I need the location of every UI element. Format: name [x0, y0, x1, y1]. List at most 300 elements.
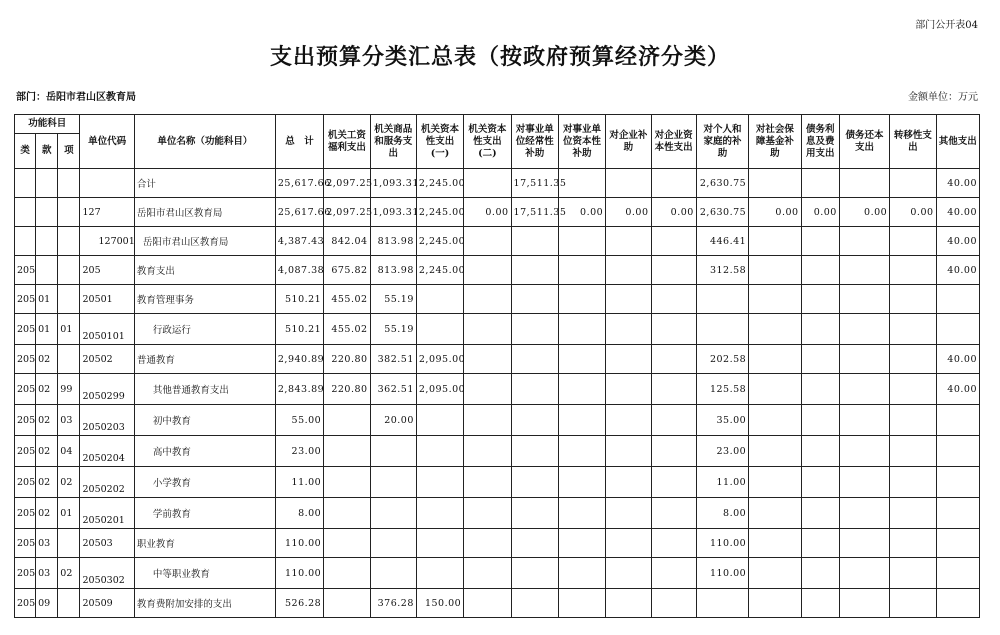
cell-value: [606, 227, 651, 256]
cell-value: [936, 498, 979, 529]
cell-value: [416, 314, 463, 345]
cell-total: 110.00: [275, 529, 323, 558]
cell-lei: 205: [15, 345, 36, 374]
cell-value: [890, 405, 936, 436]
cell-value: [511, 467, 558, 498]
header-col: 对企业补助: [606, 115, 651, 169]
cell-value: 0.00: [749, 198, 801, 227]
cell-value: [651, 467, 696, 498]
header-unit-name: 单位名称（功能科目）: [134, 115, 275, 169]
cell-value: [464, 169, 511, 198]
cell-unit-name: 普通教育: [134, 345, 275, 374]
cell-value: [511, 529, 558, 558]
cell-unit-name: 高中教育: [134, 436, 275, 467]
cell-value: [606, 405, 651, 436]
cell-value: 1,093.31: [370, 198, 416, 227]
cell-value: 376.28: [370, 589, 416, 618]
cell-value: [839, 227, 889, 256]
table-body: [15, 169, 980, 618]
cell-value: [890, 589, 936, 618]
cell-value: 23.00: [696, 436, 748, 467]
cell-value: [511, 405, 558, 436]
cell-value: [839, 405, 889, 436]
cell-value: [416, 467, 463, 498]
cell-lei: 205: [15, 589, 36, 618]
cell-unit-name: 其他普通教育支出: [134, 374, 275, 405]
cell-value: [606, 314, 651, 345]
cell-value: [324, 405, 370, 436]
cell-value: 2,095.00: [416, 374, 463, 405]
cell-unit-code: 2050202: [80, 467, 134, 498]
cell-unit-code: 127: [80, 198, 134, 227]
cell-kuan: 01: [36, 285, 58, 314]
cell-value: [890, 345, 936, 374]
cell-value: [651, 227, 696, 256]
cell-value: [696, 285, 748, 314]
cell-unit-name: 小学教育: [134, 467, 275, 498]
cell-value: 40.00: [936, 345, 979, 374]
cell-value: [839, 345, 889, 374]
cell-value: [651, 405, 696, 436]
cell-value: [606, 529, 651, 558]
cell-value: [511, 436, 558, 467]
cell-value: 20.00: [370, 405, 416, 436]
header-col: 对社会保障基金补助: [749, 115, 801, 169]
cell-value: 2,245.00: [416, 169, 463, 198]
cell-value: [936, 589, 979, 618]
cell-lei: [15, 198, 36, 227]
cell-kuan: [36, 227, 58, 256]
cell-value: [801, 467, 839, 498]
cell-value: [370, 436, 416, 467]
cell-value: [651, 589, 696, 618]
cell-value: [749, 169, 801, 198]
cell-value: [890, 498, 936, 529]
cell-value: [801, 256, 839, 285]
cell-value: [558, 558, 605, 589]
header-col: 对企业资本性支出: [651, 115, 696, 169]
cell-total: 110.00: [275, 558, 323, 589]
cell-value: 1,093.31: [370, 169, 416, 198]
table-row: [15, 198, 980, 227]
cell-value: [839, 256, 889, 285]
cell-value: [696, 314, 748, 345]
cell-value: 125.58: [696, 374, 748, 405]
cell-value: 2,630.75: [696, 198, 748, 227]
cell-unit-name: 职业教育: [134, 529, 275, 558]
cell-value: [606, 345, 651, 374]
cell-value: [606, 589, 651, 618]
cell-value: 0.00: [801, 198, 839, 227]
cell-value: [651, 558, 696, 589]
table-number: 部门公开表04: [915, 20, 978, 31]
cell-value: [416, 285, 463, 314]
cell-value: [749, 374, 801, 405]
cell-value: [801, 227, 839, 256]
cell-unit-code: 127001: [80, 227, 134, 256]
cell-total: 55.00: [275, 405, 323, 436]
cell-lei: 205: [15, 467, 36, 498]
cell-value: [511, 345, 558, 374]
cell-value: [558, 589, 605, 618]
cell-value: [801, 405, 839, 436]
cell-value: [801, 436, 839, 467]
table-row: [15, 256, 980, 285]
cell-unit-code: 205: [80, 256, 134, 285]
cell-value: 2,245.00: [416, 256, 463, 285]
cell-value: [606, 285, 651, 314]
table-row: [15, 589, 980, 618]
cell-value: [749, 498, 801, 529]
cell-xiang: 02: [58, 558, 80, 589]
cell-value: [839, 285, 889, 314]
cell-value: [749, 345, 801, 374]
cell-value: [936, 285, 979, 314]
cell-value: [370, 529, 416, 558]
cell-value: [801, 589, 839, 618]
cell-value: [511, 558, 558, 589]
cell-value: [416, 436, 463, 467]
cell-value: [558, 285, 605, 314]
cell-value: [651, 436, 696, 467]
cell-value: [801, 529, 839, 558]
cell-value: [839, 436, 889, 467]
table-row: [15, 558, 980, 589]
cell-value: [416, 498, 463, 529]
cell-value: [839, 498, 889, 529]
department-label: 部门：岳阳市君山区教育局: [16, 92, 136, 103]
cell-value: 0.00: [890, 198, 936, 227]
cell-value: [936, 436, 979, 467]
cell-lei: [15, 227, 36, 256]
cell-value: 40.00: [936, 227, 979, 256]
cell-value: [890, 529, 936, 558]
cell-value: [890, 467, 936, 498]
cell-value: 0.00: [606, 198, 651, 227]
cell-value: [936, 529, 979, 558]
cell-unit-name: 中等职业教育: [134, 558, 275, 589]
cell-unit-code: 2050204: [80, 436, 134, 467]
table-row: [15, 436, 980, 467]
header-unit-code: 单位代码: [80, 115, 134, 169]
cell-value: [839, 374, 889, 405]
cell-value: [606, 498, 651, 529]
cell-xiang: [58, 256, 80, 285]
cell-value: [651, 256, 696, 285]
cell-value: [839, 467, 889, 498]
cell-value: [801, 558, 839, 589]
cell-kuan: 02: [36, 405, 58, 436]
cell-value: [464, 467, 511, 498]
cell-value: [558, 405, 605, 436]
cell-value: 312.58: [696, 256, 748, 285]
cell-value: [890, 558, 936, 589]
cell-unit-name: 合计: [134, 169, 275, 198]
cell-value: 150.00: [416, 589, 463, 618]
cell-unit-code: [80, 169, 134, 198]
cell-value: [651, 314, 696, 345]
cell-value: 2,630.75: [696, 169, 748, 198]
table-row: [15, 374, 980, 405]
cell-kuan: 03: [36, 558, 58, 589]
header-col: 机关商品和服务支出: [370, 115, 416, 169]
cell-xiang: 04: [58, 436, 80, 467]
cell-value: 55.19: [370, 314, 416, 345]
cell-value: 35.00: [696, 405, 748, 436]
header-kuan: 款: [36, 134, 58, 169]
cell-value: [749, 256, 801, 285]
cell-value: 220.80: [324, 345, 370, 374]
cell-value: [464, 436, 511, 467]
cell-total: 23.00: [275, 436, 323, 467]
cell-value: [606, 256, 651, 285]
cell-value: 110.00: [696, 529, 748, 558]
cell-value: [801, 314, 839, 345]
table-row: [15, 467, 980, 498]
cell-value: [464, 345, 511, 374]
cell-value: [370, 467, 416, 498]
cell-value: [324, 498, 370, 529]
cell-value: 813.98: [370, 227, 416, 256]
cell-value: [890, 227, 936, 256]
cell-unit-name: 行政运行: [134, 314, 275, 345]
cell-value: [749, 314, 801, 345]
cell-value: [324, 467, 370, 498]
cell-value: [801, 285, 839, 314]
cell-total: 510.21: [275, 314, 323, 345]
cell-value: [370, 498, 416, 529]
cell-value: [558, 498, 605, 529]
header-col: 债务利息及费用支出: [801, 115, 839, 169]
cell-xiang: 03: [58, 405, 80, 436]
cell-value: [511, 227, 558, 256]
cell-lei: 205: [15, 285, 36, 314]
header-col: 对个人和家庭的补助: [696, 115, 748, 169]
header-col: 其他支出: [936, 115, 979, 169]
cell-value: 382.51: [370, 345, 416, 374]
cell-xiang: 01: [58, 314, 80, 345]
cell-unit-code: 2050101: [80, 314, 134, 345]
cell-value: [606, 169, 651, 198]
cell-value: [749, 529, 801, 558]
cell-value: 2,097.25: [324, 198, 370, 227]
cell-value: 220.80: [324, 374, 370, 405]
header-lei: 类: [15, 134, 36, 169]
cell-total: 4,387.43: [275, 227, 323, 256]
header-col: 对事业单位经常性补助: [511, 115, 558, 169]
header-xiang: 项: [58, 134, 80, 169]
cell-value: [511, 374, 558, 405]
cell-value: 17,511.35: [511, 169, 558, 198]
cell-value: 202.58: [696, 345, 748, 374]
cell-value: [890, 314, 936, 345]
cell-value: 17,511.35: [511, 198, 558, 227]
cell-value: 40.00: [936, 256, 979, 285]
cell-unit-code: 2050299: [80, 374, 134, 405]
cell-value: [651, 285, 696, 314]
cell-value: [801, 498, 839, 529]
header-col: 对事业单位资本性补助: [558, 115, 605, 169]
cell-value: [606, 558, 651, 589]
cell-value: 813.98: [370, 256, 416, 285]
table-row: [15, 345, 980, 374]
cell-value: [558, 467, 605, 498]
table-row: [15, 498, 980, 529]
cell-value: 40.00: [936, 169, 979, 198]
cell-value: [936, 558, 979, 589]
cell-value: [558, 345, 605, 374]
table-row: [15, 169, 980, 198]
cell-kuan: 01: [36, 314, 58, 345]
cell-kuan: 02: [36, 374, 58, 405]
cell-value: [890, 285, 936, 314]
cell-value: [696, 589, 748, 618]
cell-kuan: 02: [36, 345, 58, 374]
cell-unit-name: 教育管理事务: [134, 285, 275, 314]
budget-table: [14, 114, 980, 618]
cell-value: [749, 405, 801, 436]
cell-value: 0.00: [558, 198, 605, 227]
cell-unit-name: 教育支出: [134, 256, 275, 285]
cell-value: [749, 467, 801, 498]
cell-xiang: [58, 198, 80, 227]
cell-value: 675.82: [324, 256, 370, 285]
cell-value: [464, 227, 511, 256]
cell-value: [890, 169, 936, 198]
header-col: 转移性支出: [890, 115, 936, 169]
cell-value: [324, 558, 370, 589]
cell-xiang: [58, 285, 80, 314]
cell-total: 2,940.89: [275, 345, 323, 374]
cell-value: 0.00: [839, 198, 889, 227]
cell-total: 11.00: [275, 467, 323, 498]
cell-value: 110.00: [696, 558, 748, 589]
cell-unit-name: 教育费附加安排的支出: [134, 589, 275, 618]
cell-lei: 205: [15, 529, 36, 558]
cell-value: 0.00: [651, 198, 696, 227]
cell-value: [606, 374, 651, 405]
header-function-group: 功能科目: [15, 115, 80, 134]
cell-value: [511, 498, 558, 529]
cell-value: 40.00: [936, 198, 979, 227]
cell-lei: [15, 169, 36, 198]
table-row: [15, 227, 980, 256]
cell-value: [606, 436, 651, 467]
cell-unit-name: 初中教育: [134, 405, 275, 436]
cell-kuan: [36, 198, 58, 227]
cell-value: 40.00: [936, 374, 979, 405]
cell-value: [464, 374, 511, 405]
table-row: [15, 285, 980, 314]
cell-value: [464, 529, 511, 558]
cell-total: 4,087.38: [275, 256, 323, 285]
cell-value: [890, 436, 936, 467]
cell-value: [558, 227, 605, 256]
cell-value: [324, 436, 370, 467]
cell-value: [464, 558, 511, 589]
cell-value: [651, 374, 696, 405]
cell-total: 526.28: [275, 589, 323, 618]
cell-value: 11.00: [696, 467, 748, 498]
cell-unit-code: 2050201: [80, 498, 134, 529]
cell-total: 25,617.66: [275, 169, 323, 198]
cell-value: [511, 256, 558, 285]
header-col: 机关资本性支出(一): [416, 115, 463, 169]
cell-value: [651, 169, 696, 198]
cell-value: [839, 169, 889, 198]
cell-unit-code: 20502: [80, 345, 134, 374]
cell-value: [651, 345, 696, 374]
cell-value: [464, 256, 511, 285]
cell-xiang: [58, 345, 80, 374]
cell-value: [464, 405, 511, 436]
cell-value: [839, 589, 889, 618]
cell-value: 455.02: [324, 314, 370, 345]
cell-lei: 205: [15, 314, 36, 345]
cell-total: 8.00: [275, 498, 323, 529]
cell-value: [558, 436, 605, 467]
table-row: [15, 405, 980, 436]
cell-value: 2,097.25: [324, 169, 370, 198]
cell-value: [370, 558, 416, 589]
cell-value: [839, 314, 889, 345]
cell-value: [839, 558, 889, 589]
cell-value: [749, 436, 801, 467]
cell-unit-code: 20509: [80, 589, 134, 618]
cell-value: [558, 256, 605, 285]
cell-value: [558, 374, 605, 405]
cell-unit-name: 岳阳市君山区教育局: [134, 227, 275, 256]
cell-value: [416, 529, 463, 558]
cell-value: [558, 314, 605, 345]
cell-value: [801, 169, 839, 198]
cell-value: [651, 529, 696, 558]
cell-value: 2,245.00: [416, 198, 463, 227]
cell-value: [890, 374, 936, 405]
page-title: 支出预算分类汇总表（按政府预算经济分类）: [269, 45, 730, 70]
cell-kuan: [36, 256, 58, 285]
cell-value: [464, 498, 511, 529]
cell-unit-code: 2050203: [80, 405, 134, 436]
cell-value: [511, 589, 558, 618]
cell-total: 2,843.89: [275, 374, 323, 405]
cell-value: 8.00: [696, 498, 748, 529]
cell-lei: 205: [15, 558, 36, 589]
cell-value: 455.02: [324, 285, 370, 314]
table-row: [15, 314, 980, 345]
cell-unit-name: 学前教育: [134, 498, 275, 529]
cell-xiang: [58, 589, 80, 618]
cell-value: [324, 529, 370, 558]
header-total: 总 计: [275, 115, 323, 169]
cell-unit-code: 20501: [80, 285, 134, 314]
header-col: 债务还本支出: [839, 115, 889, 169]
cell-kuan: 03: [36, 529, 58, 558]
cell-value: 2,095.00: [416, 345, 463, 374]
cell-value: [936, 467, 979, 498]
cell-value: 446.41: [696, 227, 748, 256]
cell-xiang: [58, 227, 80, 256]
cell-value: [416, 558, 463, 589]
cell-kuan: 02: [36, 436, 58, 467]
table-row: [15, 529, 980, 558]
cell-unit-name: 岳阳市君山区教育局: [134, 198, 275, 227]
cell-lei: 205: [15, 405, 36, 436]
cell-lei: 205: [15, 256, 36, 285]
cell-value: [749, 227, 801, 256]
cell-value: [749, 589, 801, 618]
cell-xiang: 99: [58, 374, 80, 405]
